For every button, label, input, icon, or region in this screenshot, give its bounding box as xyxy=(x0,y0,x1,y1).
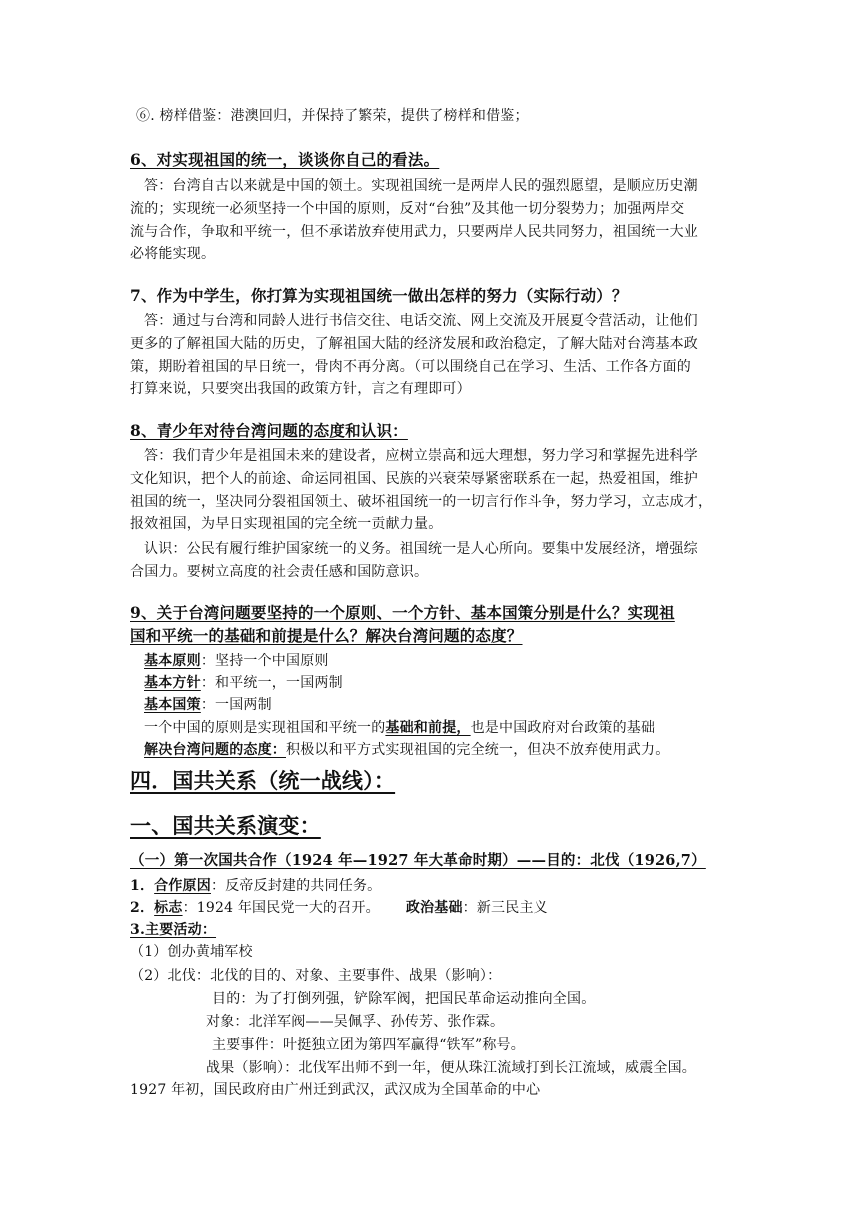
text-line: 答：台湾自古以来就是中国的领土。实现祖国统一是两岸人民的强烈愿望，是顺应历史潮 xyxy=(144,178,698,194)
principle-label: 基本原则 xyxy=(144,653,201,669)
attitude-line xyxy=(144,740,669,760)
principle-text: ：坚持一个中国原则 xyxy=(200,653,329,669)
question-9-heading: 9、关于台湾问题要坚持的一个原则、一个方针、基本国策分别是什么？实现祖 xyxy=(130,603,675,622)
text-line: 流与合作，争取和平统一，但不承诺放弃使用武力，只要两岸人民共同努力，祖国统一大业 xyxy=(130,224,698,240)
policy-text: ：和平统一，一国两制 xyxy=(200,675,343,691)
item-1-text: ：反帝反封建的共同任务。 xyxy=(210,878,382,894)
basis-pre: 一个中国的原则是实现祖国和平统一的 xyxy=(144,720,386,736)
attitude-label: 解决台湾问题的态度： xyxy=(144,742,286,758)
item-2-label2: 政治基础 xyxy=(405,900,463,916)
policy-line xyxy=(144,673,343,693)
policy-label: 基本方针 xyxy=(144,675,201,691)
item-2-line xyxy=(130,898,548,918)
principle-line xyxy=(144,651,329,671)
item-3-text: ： xyxy=(201,922,217,938)
text-line: 答：通过与台湾和同龄人进行书信交往、电话交流、网上交流及开展夏令营活动，让他们 xyxy=(144,313,698,329)
text-line: 报效祖国，为早日实现祖国的完全统一贡献力量。 xyxy=(130,516,443,532)
item-1-label: 合作原因 xyxy=(154,878,211,894)
section-4-heading: 四．国共关系（统一战线）： xyxy=(130,768,396,793)
text-line: 认识：公民有履行维护国家统一的义务。祖国统一是人心所向。要集中发展经济，增强综 xyxy=(144,541,698,557)
national-policy-label: 基本国策 xyxy=(144,697,201,713)
item-2-text2: ：新三民主义 xyxy=(462,900,548,916)
text-line: 祖国的统一，坚决同分裂祖国领土、破坏祖国统一的一切言行作斗争，努力学习，立志成才， xyxy=(130,494,713,510)
question-9-heading-cont: 国和平统一的基础和前提是什么？解决台湾问题的态度？ xyxy=(130,626,523,645)
item-2-num: 2． xyxy=(130,900,155,916)
item-1-num: 1． xyxy=(130,878,155,894)
activity-line: 战果（影响）：北伐军出师不到一年，便从珠江流域打到长江流域，威震全国。 xyxy=(206,1060,696,1076)
section-1-heading: 一、国共关系演变： xyxy=(130,813,321,838)
national-policy-text: ：一国两制 xyxy=(200,697,272,713)
activity-line: （1）创办黄埔军校 xyxy=(130,944,253,960)
item-2-label: 标志 xyxy=(154,900,183,916)
question-6-heading: 6、对实现祖国的统一，谈谈你自己的看法。 xyxy=(130,150,440,169)
item-2-text: ：1924 年国民党一大的召开。 xyxy=(182,900,380,916)
text-line: 文化知识，把个人的前途、命运同祖国、民族的兴衰荣辱紧密联系在一起，热爱祖国，维护 xyxy=(130,471,698,487)
attitude-text: 积极以和平方式实现祖国的完全统一，但决不放弃使用武力。 xyxy=(286,742,670,758)
activity-line: 主要事件：叶挺独立团为第四军赢得“铁军”称号。 xyxy=(212,1037,525,1053)
text-line: 更多的了解祖国大陆的历史，了解祖国大陆的经济发展和政治稳定，了解大陆对台湾基本政 xyxy=(130,336,698,352)
text-line: 策，期盼着祖国的早日统一，骨肉不再分离。（可以围绕自己在学习、生活、工作各方面的 xyxy=(130,359,691,375)
subsection-1-heading: （一）第一次国共合作（1924 年—1927 年大革命时期）——目的：北伐（1926,7） xyxy=(130,852,706,869)
text-line: 答：我们青少年是祖国未来的建设者，应树立崇高和远大理想，努力学习和掌握先进科学 xyxy=(144,448,698,464)
question-7-heading: 7、作为中学生，你打算为实现祖国统一做出怎样的努力（实际行动）？ xyxy=(130,286,628,305)
activity-line: 对象：北洋军阀——吴佩孚、孙传芳、张作霖。 xyxy=(206,1014,505,1030)
national-policy-line xyxy=(144,695,272,715)
question-8-heading: 8、青少年对待台湾问题的态度和认识： xyxy=(130,421,408,440)
item-1-line xyxy=(130,876,381,896)
activity-line: 1927 年初，国民政府由广州迁到武汉，武汉成为全国革命的中心 xyxy=(130,1082,541,1098)
text-line: 必将能实现。 xyxy=(130,246,216,262)
basis-bold: 基础和前提， xyxy=(385,720,471,736)
item-3-num: 3. xyxy=(130,922,146,938)
basis-post: 也是中国政府对台政策的基础 xyxy=(470,720,656,736)
text-line: 合国力。要树立高度的社会责任感和国防意识。 xyxy=(130,564,429,580)
text-line: 打算来说，只要突出我国的政策方针，言之有理即可） xyxy=(130,381,471,397)
item-3-label: 主要活动 xyxy=(145,922,202,938)
activity-line: （2）北伐：北伐的目的、对象、主要事件、战果（影响）： xyxy=(130,968,502,984)
activity-line: 目的：为了打倒列强，铲除军阀，把国民革命运动推向全国。 xyxy=(212,991,596,1007)
text-line: ⑥. 榜样借鉴：港澳回归，并保持了繁荣，提供了榜样和借鉴； xyxy=(136,108,529,124)
basis-line xyxy=(144,718,655,738)
item-3-line xyxy=(130,920,216,940)
text-line: 流的；实现统一必须坚持一个中国的原则，反对“台独”及其他一切分裂势力；加强两岸交 xyxy=(130,201,685,217)
